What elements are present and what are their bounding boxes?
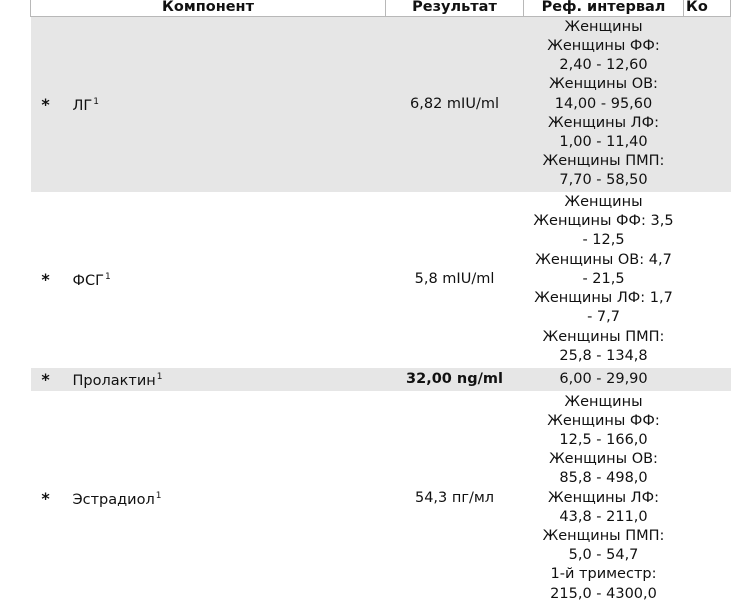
test-name: $ЛГ^1$ <box>61 17 386 192</box>
comment-cell <box>684 391 731 606</box>
test-name: ФСГ$^1$ <box>72 271 111 289</box>
table-row-fsh <box>31 192 731 368</box>
comment-cell <box>684 17 731 192</box>
test-name: Эстрадиол$^1$ <box>72 490 162 508</box>
test-name: Пролактин$^1$ <box>61 368 386 391</box>
reference-interval: 6,00 - 29,90 <box>524 368 684 391</box>
comment-cell <box>684 368 731 391</box>
table-row-lh <box>31 17 731 192</box>
reference-interval: Женщины Женщины ФФ: 12,5 - 166,0 Женщины ОВ: 85,8 - 498,0 Женщины ЛФ: 43,8 - 211,0 Женщины ПМП: 5,0 - 54,7 1-й триместр: 215,0 - 4300,0 <box>542 393 665 602</box>
reference-interval: Женщины Женщины ФФ: 2,40 - 12,60 Женщины ОВ: 14,00 - 95,60 Женщины ЛФ: 1,00 - 11,40 Женщины ПМП: 7,70 - 58,50 <box>524 17 684 192</box>
lab-results-table <box>30 0 731 606</box>
header-ref-interval: Реф. интервал <box>524 0 684 17</box>
table-row-prolactin <box>31 368 731 391</box>
comment-cell <box>684 192 731 368</box>
reference-interval: Женщины Женщины ФФ: 3,5 - 12,5 Женщины ОВ: 4,7 - 21,5 Женщины ЛФ: 1,7 - 7,7 Женщины ПМП: 25,8 - 134,8 <box>533 194 674 364</box>
header-component: Компонент <box>31 0 386 17</box>
footnote-ref: 1 <box>156 371 163 382</box>
footnote-ref: 1 <box>104 271 111 282</box>
test-result: 5,8 mIU/ml <box>414 270 495 287</box>
row-marker: * <box>31 368 61 391</box>
table-header-row <box>31 0 731 17</box>
footnote-ref: 1 <box>93 96 99 107</box>
footnote-ref: 1 <box>155 490 162 501</box>
header-result: Результат <box>386 0 524 17</box>
table-row-estradiol <box>31 391 731 606</box>
row-marker: * <box>41 269 50 289</box>
test-result: 54,3 пг/мл <box>414 489 495 506</box>
header-comment: Ко <box>684 0 731 17</box>
row-marker: * <box>31 17 61 192</box>
test-result: 6,82 mIU/ml <box>386 17 524 192</box>
test-result: 32,00 ng/ml <box>386 368 524 391</box>
row-marker: * <box>41 488 50 508</box>
